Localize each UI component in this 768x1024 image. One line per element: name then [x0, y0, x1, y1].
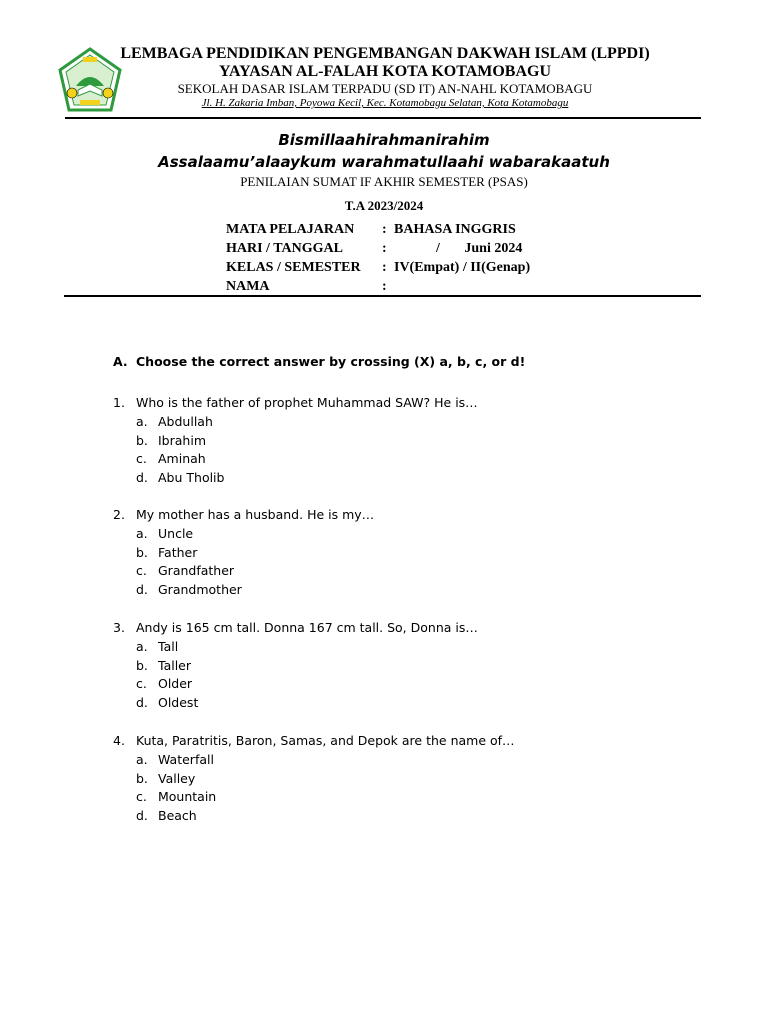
info-label: MATA PELAJARAN	[226, 222, 355, 237]
option-letter: b.	[136, 432, 148, 448]
option-letter: d.	[136, 695, 148, 711]
option-text: Uncle	[158, 526, 194, 541]
option-letter: b.	[136, 770, 148, 786]
question-number: 4.	[113, 733, 125, 748]
option-letter: a.	[136, 639, 148, 654]
option-text: Aminah	[158, 451, 206, 467]
option-letter: b.	[136, 544, 148, 560]
option-text: Tall	[158, 639, 179, 654]
greeting-basmala: Bismillaahirahmanirahim	[278, 131, 490, 149]
info-separator: :	[382, 279, 387, 294]
school-logo-icon	[56, 46, 124, 114]
info-value: / Juni 2024	[394, 241, 523, 256]
exam-title: PENILAIAN SUMAT IF AKHIR SEMESTER (PSAS)	[240, 174, 528, 189]
option-letter: c.	[136, 451, 147, 467]
option-text: Taller	[158, 657, 192, 673]
question-text: My mother has a husband. He is my…	[136, 507, 375, 522]
option-letter: a.	[136, 526, 148, 541]
info-label: KELAS / SEMESTER	[226, 260, 361, 275]
option-letter: d.	[136, 470, 148, 486]
option-text: Father	[158, 544, 198, 560]
letterhead-line-3: SEKOLAH DASAR ISLAM TERPADU (SD IT) AN-NAHL KOTAMOBAGU	[177, 81, 593, 96]
letterhead-divider	[65, 117, 701, 119]
option-text: Oldest	[158, 695, 199, 711]
option-letter: b.	[136, 657, 148, 673]
exam-year: T.A 2023/2024	[344, 198, 424, 213]
option-letter: a.	[136, 752, 148, 767]
info-value: IV(Empat) / II(Genap)	[394, 260, 531, 275]
question-text: Andy is 165 cm tall. Donna 167 cm tall. So, Donna is…	[136, 620, 478, 635]
section-instruction: Choose the correct answer by crossing (X) a, b, c, or d!	[136, 354, 526, 369]
option-text: Waterfall	[158, 752, 214, 767]
option-text: Grandmother	[158, 582, 242, 598]
info-separator: :	[382, 260, 387, 275]
question-text: Kuta, Paratritis, Baron, Samas, and Depok are the name of…	[136, 733, 515, 748]
info-value: BAHASA INGGRIS	[394, 222, 516, 237]
letterhead-line-1: LEMBAGA PENDIDIKAN PENGEMBANGAN DAKWAH ISLAM (LPPDI)	[120, 45, 650, 62]
option-letter: d.	[136, 808, 148, 824]
option-text: Abu Tholib	[158, 470, 225, 486]
question-text: Who is the father of prophet Muhammad SAW? He is…	[136, 395, 478, 410]
option-letter: c.	[136, 563, 147, 579]
greeting-salam: Assalaamu’alaaykum warahmatullaahi wabarakaatuh	[158, 153, 610, 171]
option-letter: c.	[136, 789, 147, 805]
letterhead-address: Jl. H. Zakaria Imban, Poyowa Kecil, Kec. Kotamobagu Selatan, Kota Kotamobagu	[201, 97, 569, 109]
option-text: Abdullah	[158, 414, 213, 429]
option-text: Beach	[158, 808, 197, 824]
question-number: 1.	[113, 395, 125, 410]
option-text: Mountain	[158, 789, 217, 805]
option-text: Ibrahim	[158, 432, 206, 448]
section-letter: A.	[113, 354, 128, 369]
option-text: Grandfather	[158, 563, 235, 579]
letterhead-line-2: YAYASAN AL-FALAH KOTA KOTAMOBAGU	[218, 63, 552, 80]
option-letter: a.	[136, 414, 148, 429]
info-separator: :	[382, 222, 387, 237]
option-text: Older	[158, 676, 193, 692]
option-letter: c.	[136, 676, 147, 692]
option-text: Valley	[158, 770, 196, 786]
info-label: HARI / TANGGAL	[226, 241, 343, 256]
question-number: 3.	[113, 620, 125, 635]
info-label: NAMA	[226, 279, 270, 294]
option-letter: d.	[136, 582, 148, 598]
header-divider	[64, 295, 701, 297]
question-number: 2.	[113, 507, 125, 522]
info-separator: :	[382, 241, 387, 256]
